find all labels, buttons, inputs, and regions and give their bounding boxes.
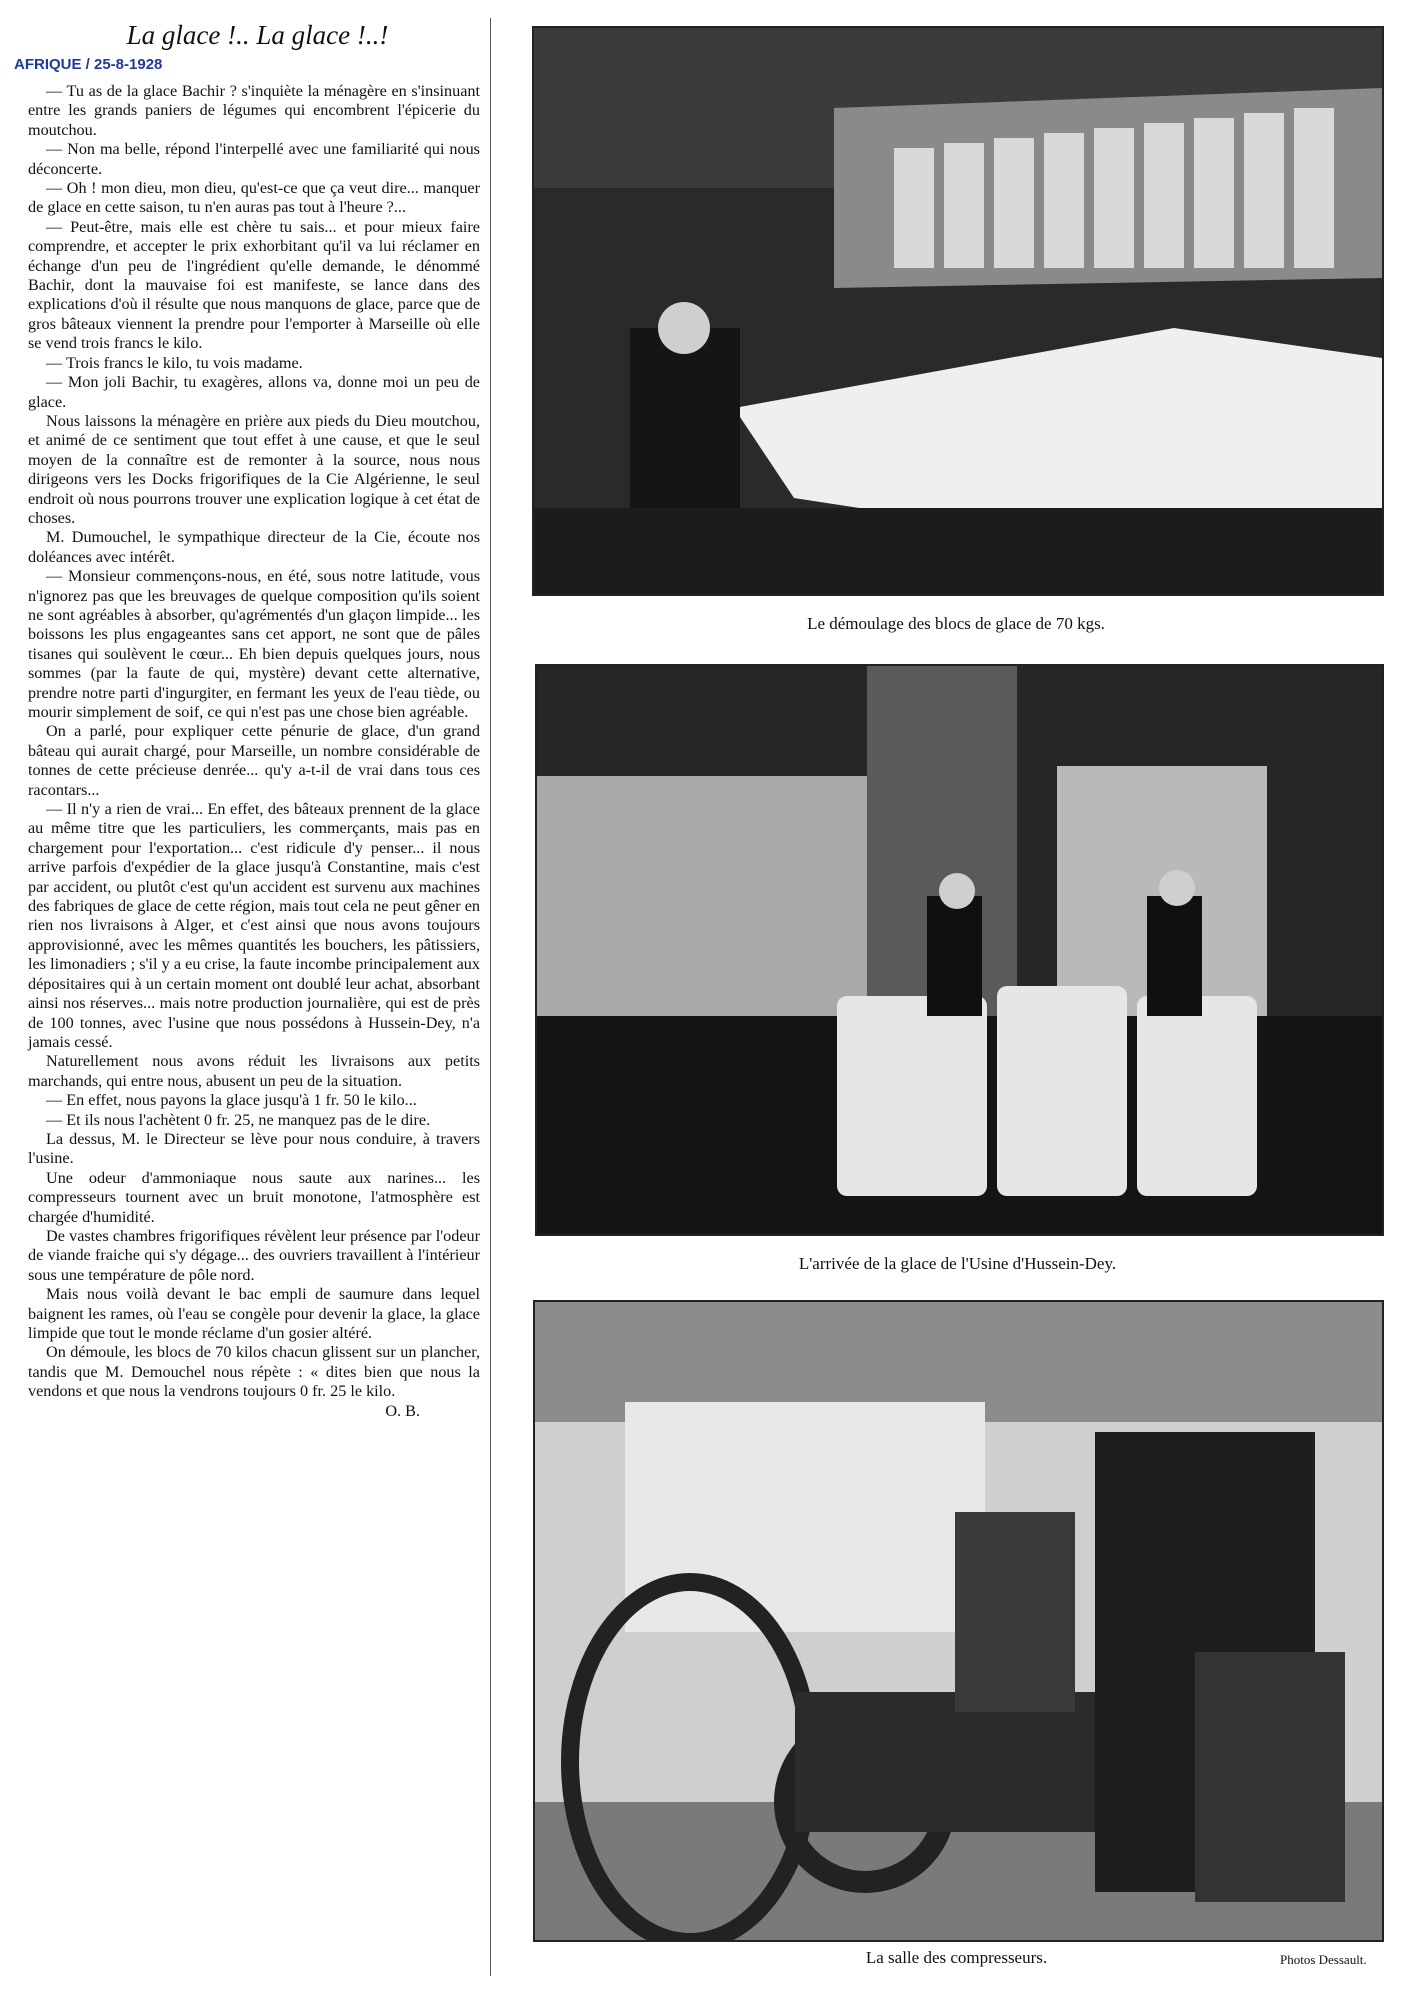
paragraph: — Mon joli Bachir, tu exagères, allons va, donne moi un peu de glace.: [28, 373, 480, 411]
paragraph: — Trois francs le kilo, tu vois madame.: [46, 353, 303, 372]
caption-photo-2: L'arrivée de la glace de l'Usine d'Hussein-Dey.: [798, 1254, 1117, 1273]
paragraph: La dessus, M. le Directeur se lève pour nous conduire, à travers l'usine.: [28, 1129, 480, 1168]
paragraph: — Et ils nous l'achètent 0 fr. 25, ne manquez pas de le dire.: [46, 1110, 431, 1129]
paragraph: On démoule, les blocs de 70 kilos chacun glissent sur un plancher, tandis que M. Demouchel nous répète : « dites bien que nous la vendons et que nous la vendrons toujours 0 fr. 25 le kilo.: [28, 1343, 480, 1401]
paragraph: — Oh ! mon dieu, mon dieu, qu'est-ce que ça veut dire... manquer de glace en cette saison, tu n'en auras pas tout à l'heure ?...: [28, 179, 480, 217]
photo-credit: Photos Dessault.: [1280, 1952, 1367, 1967]
source-tag: AFRIQUE / 25-8-1928: [14, 56, 163, 73]
paragraph: — Il n'y a rien de vrai... En effet, des bâteaux prennent de la glace au même titre que les particuliers, les commerçants, mais pas en chargement pour l'exportation... c'est ridicule d'y penser... il nous arrive parfois d'expédier de la glace jusqu'à Constantine, mais c'est par accident, ou plutôt c'est qu'un accident est survenu aux machines des fabriques de glace de cette région, mais tout cela ne peut gêner en rien nos livraisons à Alger, et c'est ainsi que nous avons toujours approvisionné, avec les mêmes quantités les bouchers, les pâtissiers, les limonadiers ; s'il y a eu crise, la faute incombe principalement aux dépositaires qui à un certain moment ont doublé leur achat, absorbant ainsi nos réserves... mais notre production journalière, qui est de près de 100 tonnes, avec l'usine que nous possédons à Hussein-Dey, n'a jamais cessé.: [28, 800, 480, 1051]
signature-line: [28, 1402, 480, 1421]
paragraph: Naturellement nous avons réduit les livraisons aux petits marchands, qui entre nous, abusent un peu de la situation.: [28, 1052, 480, 1090]
article-title: La glace !.. La glace !..!: [126, 20, 389, 50]
photo-compressor-room: [533, 1300, 1384, 1942]
photo-ice-arrival: [535, 664, 1384, 1236]
paragraph: M. Dumouchel, le sympathique directeur de la Cie, écoute nos doléances avec intérêt.: [28, 528, 480, 566]
article-body: [28, 82, 480, 1421]
signature: O. B.: [385, 1401, 420, 1420]
photo-ice-demoulding: [532, 26, 1384, 596]
paragraph: — Non ma belle, répond l'interpellé avec une familiarité qui nous déconcerte.: [28, 140, 480, 178]
photo-compressor-room-image: [535, 1302, 1382, 1940]
paragraph: — En effet, nous payons la glace jusqu'à 1 fr. 50 le kilo...: [46, 1091, 417, 1110]
paragraph: Nous laissons la ménagère en prière aux pieds du Dieu moutchou, et animé de ce sentiment que tout effet à une cause, et que le seul moyen de la connaître est de remonter à la source, nous nous dirigeons vers les Docks frigorifiques de la Cie Algérienne, le seul endroit où nous pourrons trouver une explication logique à cet état de choses.: [28, 411, 480, 527]
caption-photo-3: La salle des compresseurs.: [865, 1948, 1048, 1967]
column-divider: [490, 18, 491, 1976]
photo-ice-demoulding-image: [534, 28, 1382, 594]
paragraph: — Monsieur commençons-nous, en été, sous notre latitude, vous n'ignorez pas que les breuvages de quelque composition qu'ils soient ne sont agréables à absorber, qu'agrémentés d'un glaçon limpide... les boissons les plus engageantes sans cet apport, ne sont que de pâles tisanes qui soulèvent le cœur... Eh bien depuis quelques jours, nous sommes (par la faute de qui, mystère) devant cette alternative, prendre notre parti d'ingurgiter, en fermant les yeux de l'eau tiède, ou mourir simplement de soif, ce qui n'est pas une chose bien agréable.: [28, 567, 480, 721]
paragraph: Mais nous voilà devant le bac empli de saumure dans lequel baignent les rames, où l'eau se congèle pour devenir la glace, la glace limpide que tout le monde réclame d'un gosier altéré.: [28, 1285, 480, 1342]
paragraph: On a parlé, pour expliquer cette pénurie de glace, d'un grand bâteau qui aurait chargé, pour Marseille, un nombre considérable de tonnes de cette précieuse denrée... qu'y a-t-il de vrai dans tous ces racontars...: [28, 722, 480, 799]
paragraph: De vastes chambres frigorifiques révèlent leur présence par l'odeur de viande fraiche qui s'y dégage... des ouvriers travaillent à l'intérieur sous une température de pôle nord.: [28, 1226, 480, 1284]
paragraph: — Peut-être, mais elle est chère tu sais... et pour mieux faire comprendre, et accepter le prix exhorbitant qu'il va lui réclamer en échange d'un peu de l'ingrédient qu'elle demande, le dénommé Bachir, dont la mauvaise foi est manifeste, se lance dans des explications d'où il résulte que nous manquons de glace, parce que de gros bâteaux viennent la prendre pour l'emporter à Marseille où elle se vend trois francs le kilo.: [28, 217, 480, 353]
paragraph: Une odeur d'ammoniaque nous saute aux narines... les compresseurs tournent avec un bruit monotone, l'atmosphère est chargée d'humidité.: [28, 1168, 480, 1226]
caption-photo-1: Le démoulage des blocs de glace de 70 kgs.: [807, 614, 1105, 633]
photo-ice-arrival-image: [537, 666, 1382, 1234]
paragraph: — Tu as de la glace Bachir ? s'inquiète la ménagère en s'insinuant entre les grands paniers de légumes qui encombrent l'épicerie du moutchou.: [28, 82, 480, 139]
